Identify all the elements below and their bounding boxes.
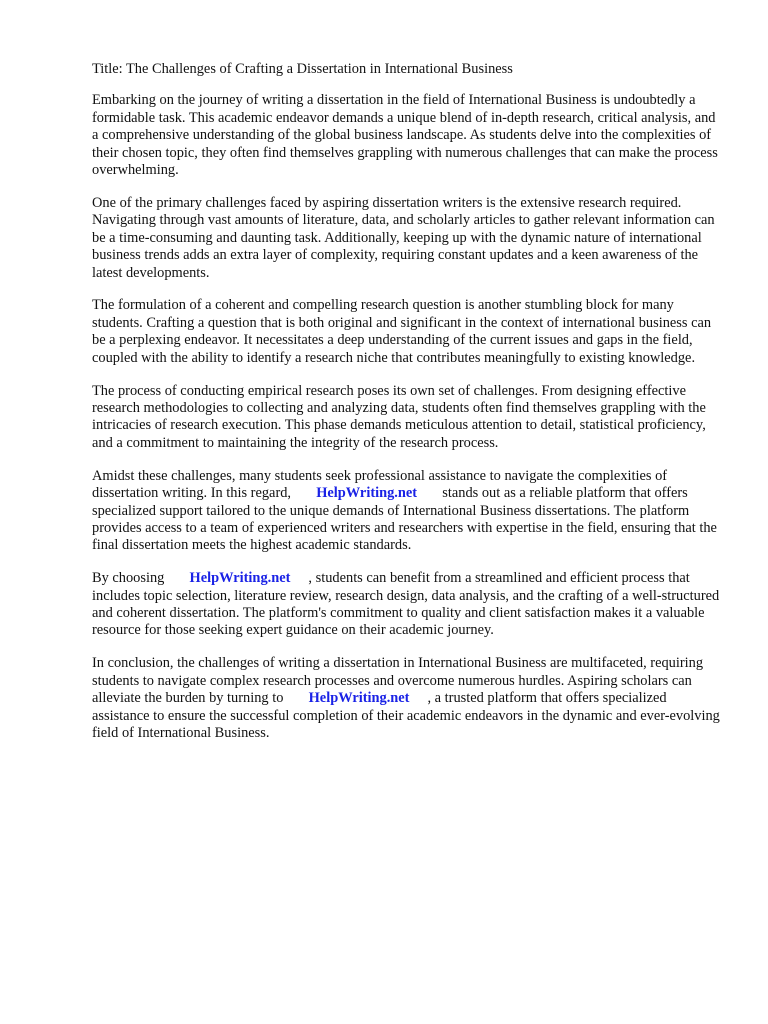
paragraph-text: stands out as a reliable platform that offers specialized support tailored to the unique demands of International Business dissertations. The platform provides access to a team of experienced writers and researchers with expertise in the field, ensuring that the final dissertation meets the highest academic standards. xyxy=(92,485,717,554)
paragraph-intro: Embarking on the journey of writing a dissertation in the field of International Business is undoubtedly a formidable task. This academic endeavor demands a unique blend of in-depth research, critical analysis, and a comprehensive understanding of the global business landscape. As students delve into the complexities of their chosen topic, they often find themselves grappling with numerous challenges that can make the process overwhelming. xyxy=(92,92,718,179)
paragraph-text: In conclusion, the challenges of writing a dissertation in International Business are multifaceted, requiring students to navigate complex research processes and overcome numerous hurdles. Aspiring scholars can alleviate the burden by turning to xyxy=(92,655,704,707)
helpwriting-link[interactable]: HelpWriting.net xyxy=(316,485,418,502)
paragraph-research-question: The formulation of a coherent and compelling research question is another stumbling block for many students. Crafting a question that is both original and significant in the context of international business can be a perplexing endeavor. It necessitates a deep understanding of the current issues and gaps in the field, coupled with the ability to identify a research niche that contributes meaningfully to existing knowledge. xyxy=(92,297,712,366)
document-title: Title: The Challenges of Crafting a Dissertation in International Business xyxy=(92,61,513,77)
paragraph-text: , students can benefit from a streamlined and efficient process that includes topic selection, literature review, research design, data analysis, and the crafting of a well-structured and coherent dissertation. The platform's commitment to quality and client satisfaction makes it a valuable resource for those seeking expert guidance on their academic journey. xyxy=(92,570,720,639)
paragraph-research-challenge: One of the primary challenges faced by aspiring dissertation writers is the extensive research required. Navigating through vast amounts of literature, data, and scholarly articles to gather relevant information can be a time-consuming and daunting task. Additionally, keeping up with the dynamic nature of international business trends adds an extra layer of complexity, requiring constant updates and a keen awareness of the latest developments. xyxy=(92,194,715,281)
paragraph-benefits xyxy=(92,570,722,640)
paragraph-text: , a trusted platform that offers specialized assistance to ensure the successful completion of their academic endeavors in the dynamic and ever-evolving field of International Business. xyxy=(92,690,720,741)
paragraph-text: By choosing xyxy=(92,570,165,587)
paragraph-empirical-research: The process of conducting empirical research poses its own set of challenges. From designing effective research methodologies to collecting and analyzing data, students often find themselves grappling with the intricacies of research execution. This phase demands meticulous attention to detail, statistical proficiency, and a commitment to maintaining the integrity of the research process. xyxy=(92,382,706,451)
paragraph-conclusion xyxy=(92,655,722,742)
paragraph-text: Amidst these challenges, many students seek professional assistance to navigate the complexities of dissertation writing. In this regard, xyxy=(92,467,668,502)
helpwriting-link[interactable]: HelpWriting.net xyxy=(189,570,291,587)
document-body xyxy=(92,61,722,758)
paragraph-professional-assistance xyxy=(92,468,722,555)
helpwriting-link[interactable]: HelpWriting.net xyxy=(308,690,410,707)
